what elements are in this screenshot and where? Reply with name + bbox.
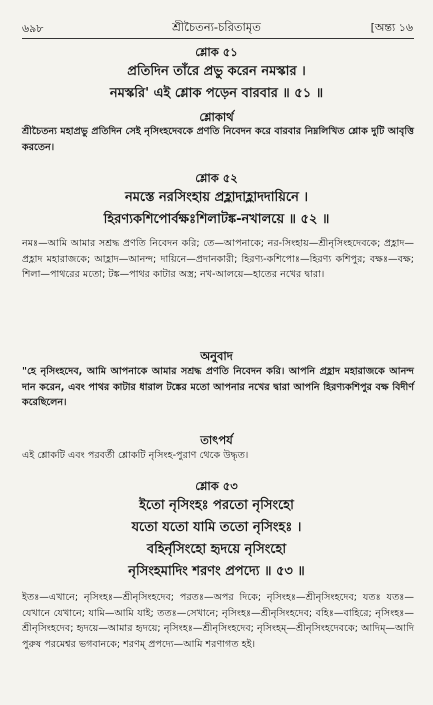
verse-53-heading: শ্লোক ৫৩: [195, 479, 238, 493]
page-number: ৬৯৮: [22, 22, 44, 35]
verse-53-synonyms: ইতঃ—এখানে; নৃসিংহঃ—শ্রীনৃসিংহদেব; পরতঃ—অপর দিকে; নৃসিংহঃ—শ্রীনৃসিংহদেব; যতঃ যতঃ—যেখানে যেখানে; যামি—আমি যাই; ততঃ—সেখানে; নৃসিংহঃ—শ্রীনৃসিংহদেব; বহিঃ—বাহিরে; নৃসিংহঃ—শ্রীনৃসিংহদেব; হৃদয়ে—আমার হৃদয়ে; নৃসিংহঃ—শ্রীনৃসিংহদেব; নৃসিংহম্—শ্রীনৃসিংহদেবকে; আদিম্—আদি পুরুষ পরমেশ্বর ভগবানকে; শরণম্ প্রপদ্যে—আমি শরণাগত হই।: [22, 592, 414, 650]
verse-52-synonyms: নমঃ—আমি আমার সশ্রদ্ধ প্রণতি নিবেদন করি; তে—আপনাকে; নর-সিংহায়—শ্রীনৃসিংহদেবকে; প্রহ্লাদ—প্রহ্লাদ মহারাজকে; আহ্লাদ—আনন্দ; দায়িনে—প্রদানকারী; হিরণ্য-কশিপোঃ—হিরণ্য কশিপুর; বক্ষঃ—বক্ষ; শিলা—পাথরের মতো; টঙ্ক—পাথর কাটার অস্ত্র; নখ-আলয়ে—হাতের নখের দ্বারা।: [22, 238, 414, 281]
verse-52-heading: শ্লোক ৫২: [195, 171, 238, 185]
purport-heading: তাৎপর্য: [200, 433, 233, 447]
verse-53-line-1: ইতো নৃসিংহঃ পরতো নৃসিংহো: [139, 498, 294, 513]
verse-51-heading: শ্লোক ৫১: [195, 45, 238, 59]
shlokartha-text: শ্রীচৈতন্য মহাপ্রভু প্রতিদিন সেই নৃসিংহদেবকে প্রণতি নিবেদন করে বারবার নিম্নলিখিত শ্লোক দুটি আবৃত্তি করতেন।: [22, 126, 414, 153]
translation-heading: অনুবাদ: [200, 349, 233, 363]
verse-52-line-2: হিরণ্যকশিপোর্বক্ষঃশিলাটঙ্ক-নখালয়ে ॥ ৫২ ॥: [103, 212, 330, 227]
verse-51-line-2: নমস্করি' এই শ্লোক পড়েন বারবার ॥ ৫১ ॥: [109, 86, 324, 101]
verse-51-line-1: প্রতিদিন তাঁরে প্রভু করেন নমস্কার ।: [127, 64, 306, 79]
verse-53-line-3: বহির্নৃসিংহো হৃদয়ে নৃসিংহো: [146, 542, 287, 557]
header-rule: [22, 38, 414, 39]
shlokartha-heading: শ্লোকার্থ: [199, 110, 234, 124]
verse-53-line-2: যতো যতো যামি ততো নৃসিংহঃ ।: [131, 520, 302, 535]
translation-text: "হে নৃসিংহদেব, আমি আপনাকে আমার সশ্রদ্ধ প্রণতি নিবেদন করি। আপনি প্রহ্লাদ মহারাজকে আনন্দ দান করেন, এবং পাথর কাটার ধারাল টঙ্কের মতো আপনার নখের দ্বারা আপনি হিরণ্যকশিপুর বক্ষ বিদীর্ণ করেছিলেন।: [22, 366, 414, 409]
section-label: [অন্ত্য ১৬: [370, 21, 413, 34]
verse-53-line-4: নৃসিংহমাদিং শরণং প্রপদ্যে ॥ ৫৩ ॥: [128, 564, 305, 579]
running-title: শ্রীচৈতন্য-চরিতামৃত: [172, 20, 261, 34]
verse-52-line-1: নমস্তে নরসিংহায় প্রহ্লাদাহ্লাদদায়িনে ।: [124, 190, 309, 205]
purport-text: এই শ্লোকটি এবং পরবর্তী শ্লোকটি নৃসিংহ-পুরাণ থেকে উদ্ধৃত।: [22, 450, 249, 461]
